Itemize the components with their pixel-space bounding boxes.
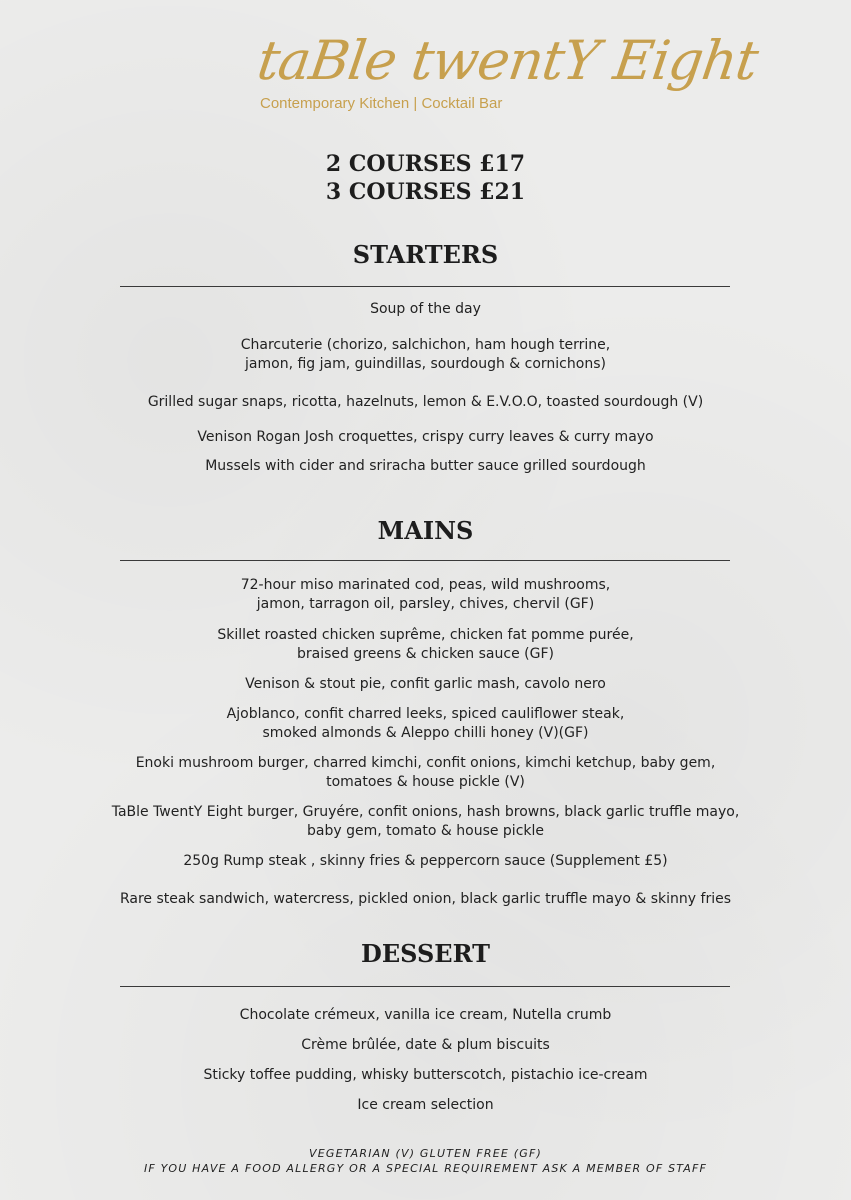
main-item-line: braised greens & chicken sauce (GF) [297, 646, 554, 662]
main-item [0, 626, 851, 664]
starter-item-line: jamon, fig jam, guindillas, sourdough & cornichons) [245, 356, 606, 372]
dessert-heading: DESSERT [361, 939, 490, 968]
starter-item-line: Mussels with cider and sriracha butter sauce grilled sourdough [205, 458, 646, 474]
starters-divider [120, 286, 730, 287]
starter-item-line: Charcuterie (chorizo, salchichon, ham hough terrine, [240, 337, 611, 353]
dessert-item-line: Chocolate crémeux, vanilla ice cream, Nutella crumb [239, 1007, 612, 1023]
starter-item-line: Soup of the day [370, 301, 481, 317]
main-item [0, 754, 851, 792]
main-item [0, 852, 851, 871]
main-item-line: jamon, tarragon oil, parsley, chives, chervil (GF) [256, 596, 595, 612]
main-item-line: TaBle TwentY Eight burger, Gruyére, confit onions, hash browns, black garlic truffle mayo, [111, 804, 740, 820]
mains-divider [120, 560, 730, 561]
main-item-line: tomatoes & house pickle (V) [326, 774, 525, 790]
main-item-line: 250g Rump steak , skinny fries & peppercorn sauce (Supplement £5) [183, 853, 668, 869]
main-item-line: Skillet roasted chicken suprême, chicken fat pomme purée, [217, 627, 634, 643]
starter-item [0, 457, 851, 476]
allergy-notice: IF YOU HAVE A FOOD ALLERGY OR A SPECIAL REQUIREMENT ASK A MEMBER OF STAFF [143, 1162, 707, 1175]
starter-item-line: Venison Rogan Josh croquettes, crispy curry leaves & curry mayo [197, 429, 654, 445]
starters-heading: STARTERS [352, 240, 499, 269]
starter-item [0, 393, 851, 412]
main-item-line: Ajoblanco, confit charred leeks, spiced cauliflower steak, [226, 706, 625, 722]
main-item-line: Enoki mushroom burger, charred kimchi, confit onions, kimchi ketchup, baby gem, [135, 755, 716, 771]
dessert-item-line: Sticky toffee pudding, whisky butterscotch, pistachio ice-cream [203, 1067, 648, 1083]
main-item-line: 72-hour miso marinated cod, peas, wild mushrooms, [240, 577, 611, 593]
starter-item [0, 300, 851, 319]
main-item [0, 576, 851, 614]
dessert-divider [120, 986, 730, 987]
dessert-item-line: Crème brûlée, date & plum biscuits [301, 1037, 550, 1053]
main-item [0, 705, 851, 743]
main-item-line: baby gem, tomato & house pickle [306, 823, 545, 839]
dietary-legend: VEGETARIAN (V) GLUTEN FREE (GF) [308, 1147, 543, 1160]
starter-item [0, 336, 851, 374]
logo-tagline: Contemporary Kitchen | Cocktail Bar [260, 95, 503, 112]
mains-heading: MAINS [377, 516, 474, 545]
main-item-line: smoked almonds & Aleppo chilli honey (V)(GF) [262, 725, 589, 741]
main-item-line: Rare steak sandwich, watercress, pickled onion, black garlic truffle mayo & skinny fries [119, 891, 732, 907]
dessert-item [0, 1096, 851, 1115]
main-item [0, 890, 851, 909]
main-item [0, 803, 851, 841]
dessert-item [0, 1036, 851, 1055]
starter-item [0, 428, 851, 447]
dessert-item [0, 1006, 851, 1025]
dessert-item [0, 1066, 851, 1085]
main-item [0, 675, 851, 694]
price-three-courses: 3 COURSES £21 [325, 179, 526, 205]
logo-wordmark: taBle twentY Eight [253, 29, 762, 92]
price-two-courses: 2 COURSES £17 [325, 151, 526, 177]
dessert-item-line: Ice cream selection [357, 1097, 494, 1113]
main-item-line: Venison & stout pie, confit garlic mash, cavolo nero [245, 676, 606, 692]
starter-item-line: Grilled sugar snaps, ricotta, hazelnuts, lemon & E.V.O.O, toasted sourdough (V) [147, 394, 704, 410]
